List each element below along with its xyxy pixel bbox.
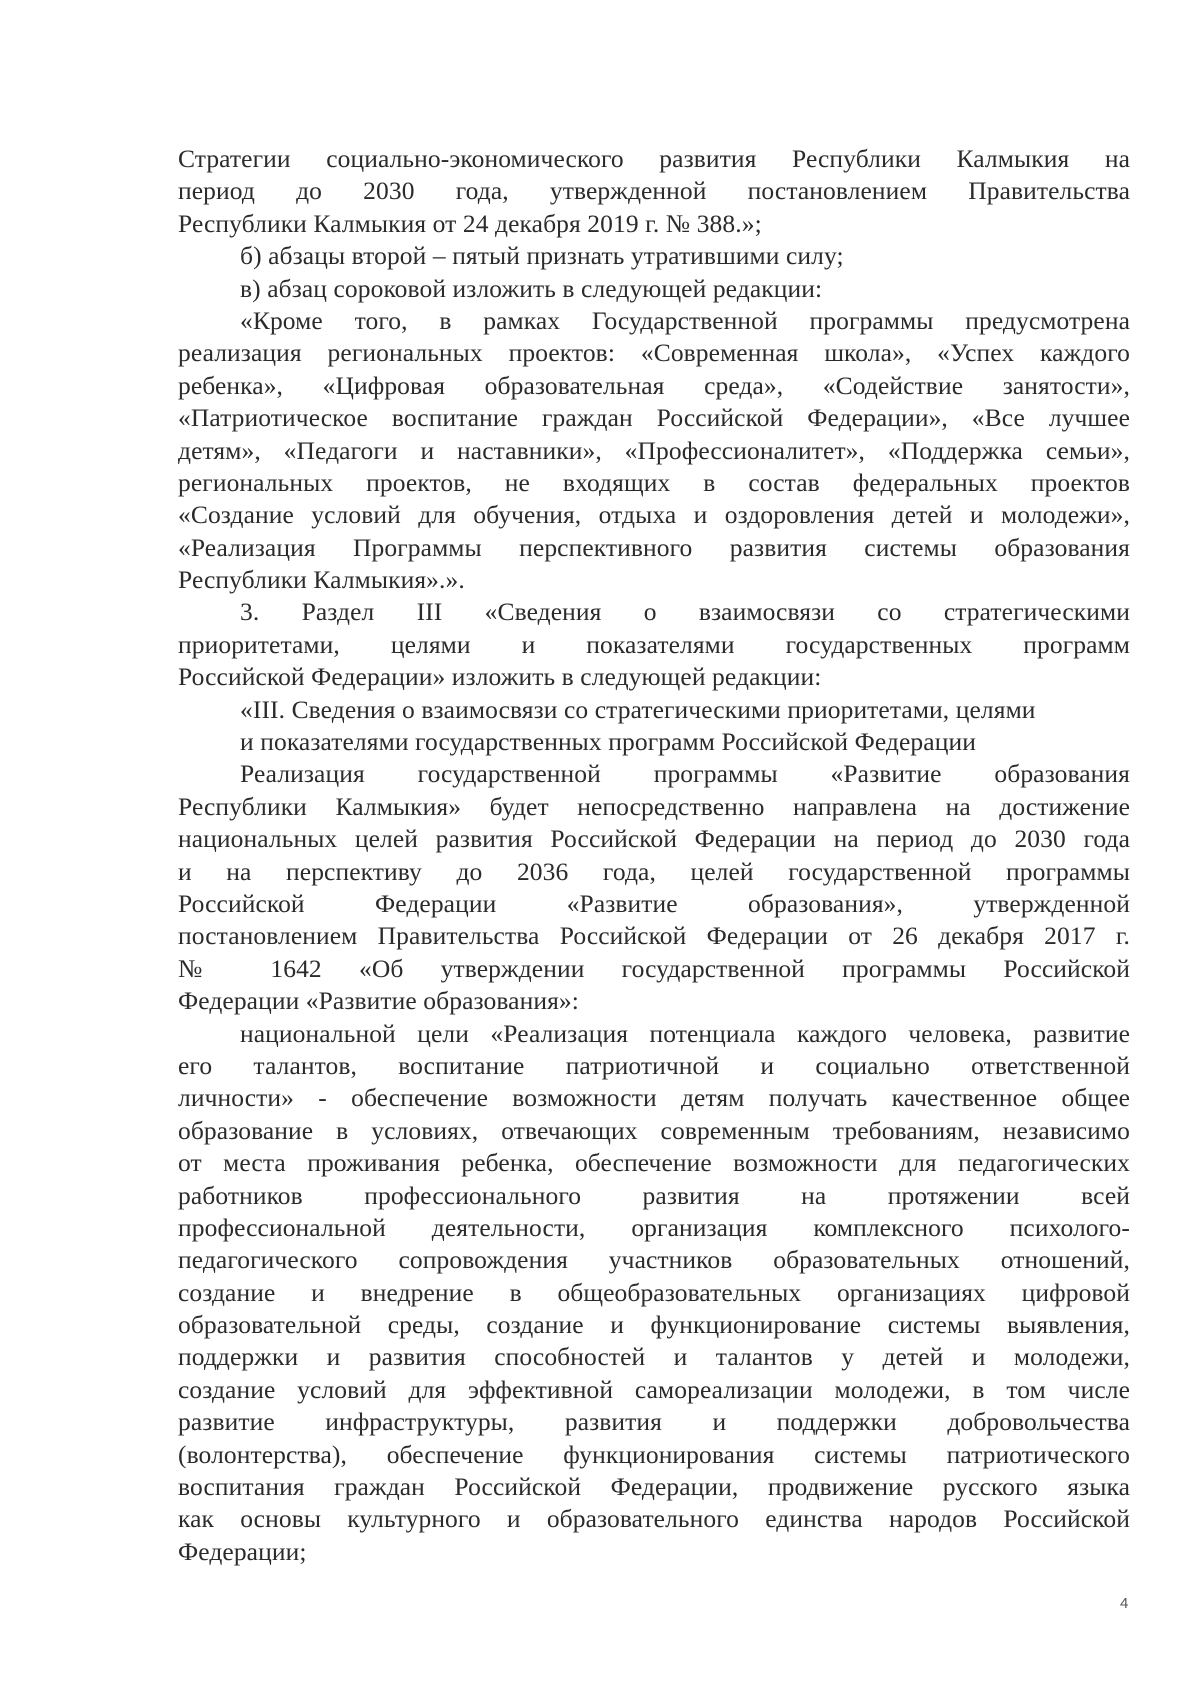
text-line: детям», «Педагоги и наставники», «Профессионалитет», «Поддержка семьи», [178,435,1130,465]
text-line: Федерации «Развитие образования»: [178,986,579,1016]
text-line: «Кроме того, в рамках Государственной программы предусмотрена [240,305,1130,335]
text-line: поддержки и развития способностей и талантов у детей и молодежи, [178,1342,1130,1372]
text-line: Республики Калмыкия» будет непосредственно направлена на достижение [178,791,1130,821]
text-line: и показателями государственных программ Российской Федерации [240,727,976,757]
text-line: Российской Федерации «Развитие образования», утвержденной [178,888,1130,918]
text-line: (волонтерства), обеспечение функционирования системы патриотического [178,1439,1130,1469]
text-line: Республики Калмыкия».». [178,565,465,595]
text-line: образование в условиях, отвечающих современным требованиям, независимо [178,1115,1130,1145]
text-line: профессиональной деятельности, организация комплексного психолого- [178,1212,1130,1242]
text-line: № 1642 «Об утверждении государственной программы Российской [178,953,1130,983]
text-line: «Реализация Программы перспективного развития системы образования [178,532,1130,562]
text-line: работников профессионального развития на протяжении всей [178,1180,1130,1210]
text-line: Федерации; [178,1536,307,1566]
text-line: создание условий для эффективной самореализации молодежи, в том числе [178,1374,1130,1404]
text-line: национальной цели «Реализация потенциала каждого человека, развитие [240,1018,1130,1048]
text-line: его талантов, воспитание патриотичной и социально ответственной [178,1050,1130,1080]
text-line: период до 2030 года, утвержденной постановлением Правительства [178,176,1130,206]
text-line: образовательной среды, создание и функционирование системы выявления, [178,1310,1130,1340]
text-line: региональных проектов, не входящих в состав федеральных проектов [178,467,1130,497]
text-line: национальных целей развития Российской Федерации на период до 2030 года [178,824,1130,854]
text-line: Российской Федерации» изложить в следующей редакции: [178,662,822,692]
text-line: развитие инфраструктуры, развития и поддержки добровольчества [178,1407,1130,1437]
document-body [178,143,1130,1568]
text-line: Республики Калмыкия от 24 декабря 2019 г. № 388.»; [178,208,762,238]
text-line: приоритетами, целями и показателями государственных программ [178,629,1130,659]
text-line: «Создание условий для обучения, отдыха и оздоровления детей и молодежи», [178,500,1130,530]
text-line: реализация региональных проектов: «Современная школа», «Успех каждого [178,338,1130,368]
text-line: «III. Сведения о взаимосвязи со стратегическими приоритетами, целями [240,694,1036,724]
text-line: Стратегии социально-экономического развития Республики Калмыкия на [178,144,1130,173]
text-line: личности» - обеспечение возможности детям получать качественное общее [178,1083,1130,1113]
text-line: педагогического сопровождения участников образовательных отношений, [178,1245,1130,1275]
text-line: воспитания граждан Российской Федерации, продвижение русского языка [178,1472,1130,1502]
text-line: б) абзацы второй – пятый признать утратившими силу; [240,241,844,271]
text-line: в) абзац сороковой изложить в следующей редакции: [240,273,823,303]
text-line: 3. Раздел III «Сведения о взаимосвязи со стратегическими [240,597,1130,627]
page-number: 4 [1120,1595,1129,1612]
text-line: от места проживания ребенка, обеспечение возможности для педагогических [178,1148,1130,1178]
text-line: как основы культурного и образовательного единства народов Российской [178,1504,1130,1534]
text-line: создание и внедрение в общеобразовательных организациях цифровой [178,1277,1130,1307]
text-line: и на перспективу до 2036 года, целей государственной программы [178,856,1130,886]
text-line: ребенка», «Цифровая образовательная среда», «Содействие занятости», [178,370,1130,400]
text-line: постановлением Правительства Российской Федерации от 26 декабря 2017 г. [178,921,1130,951]
text-line: Реализация государственной программы «Развитие образования [240,759,1130,789]
text-line: «Патриотическое воспитание граждан Российской Федерации», «Все лучшее [178,403,1130,433]
